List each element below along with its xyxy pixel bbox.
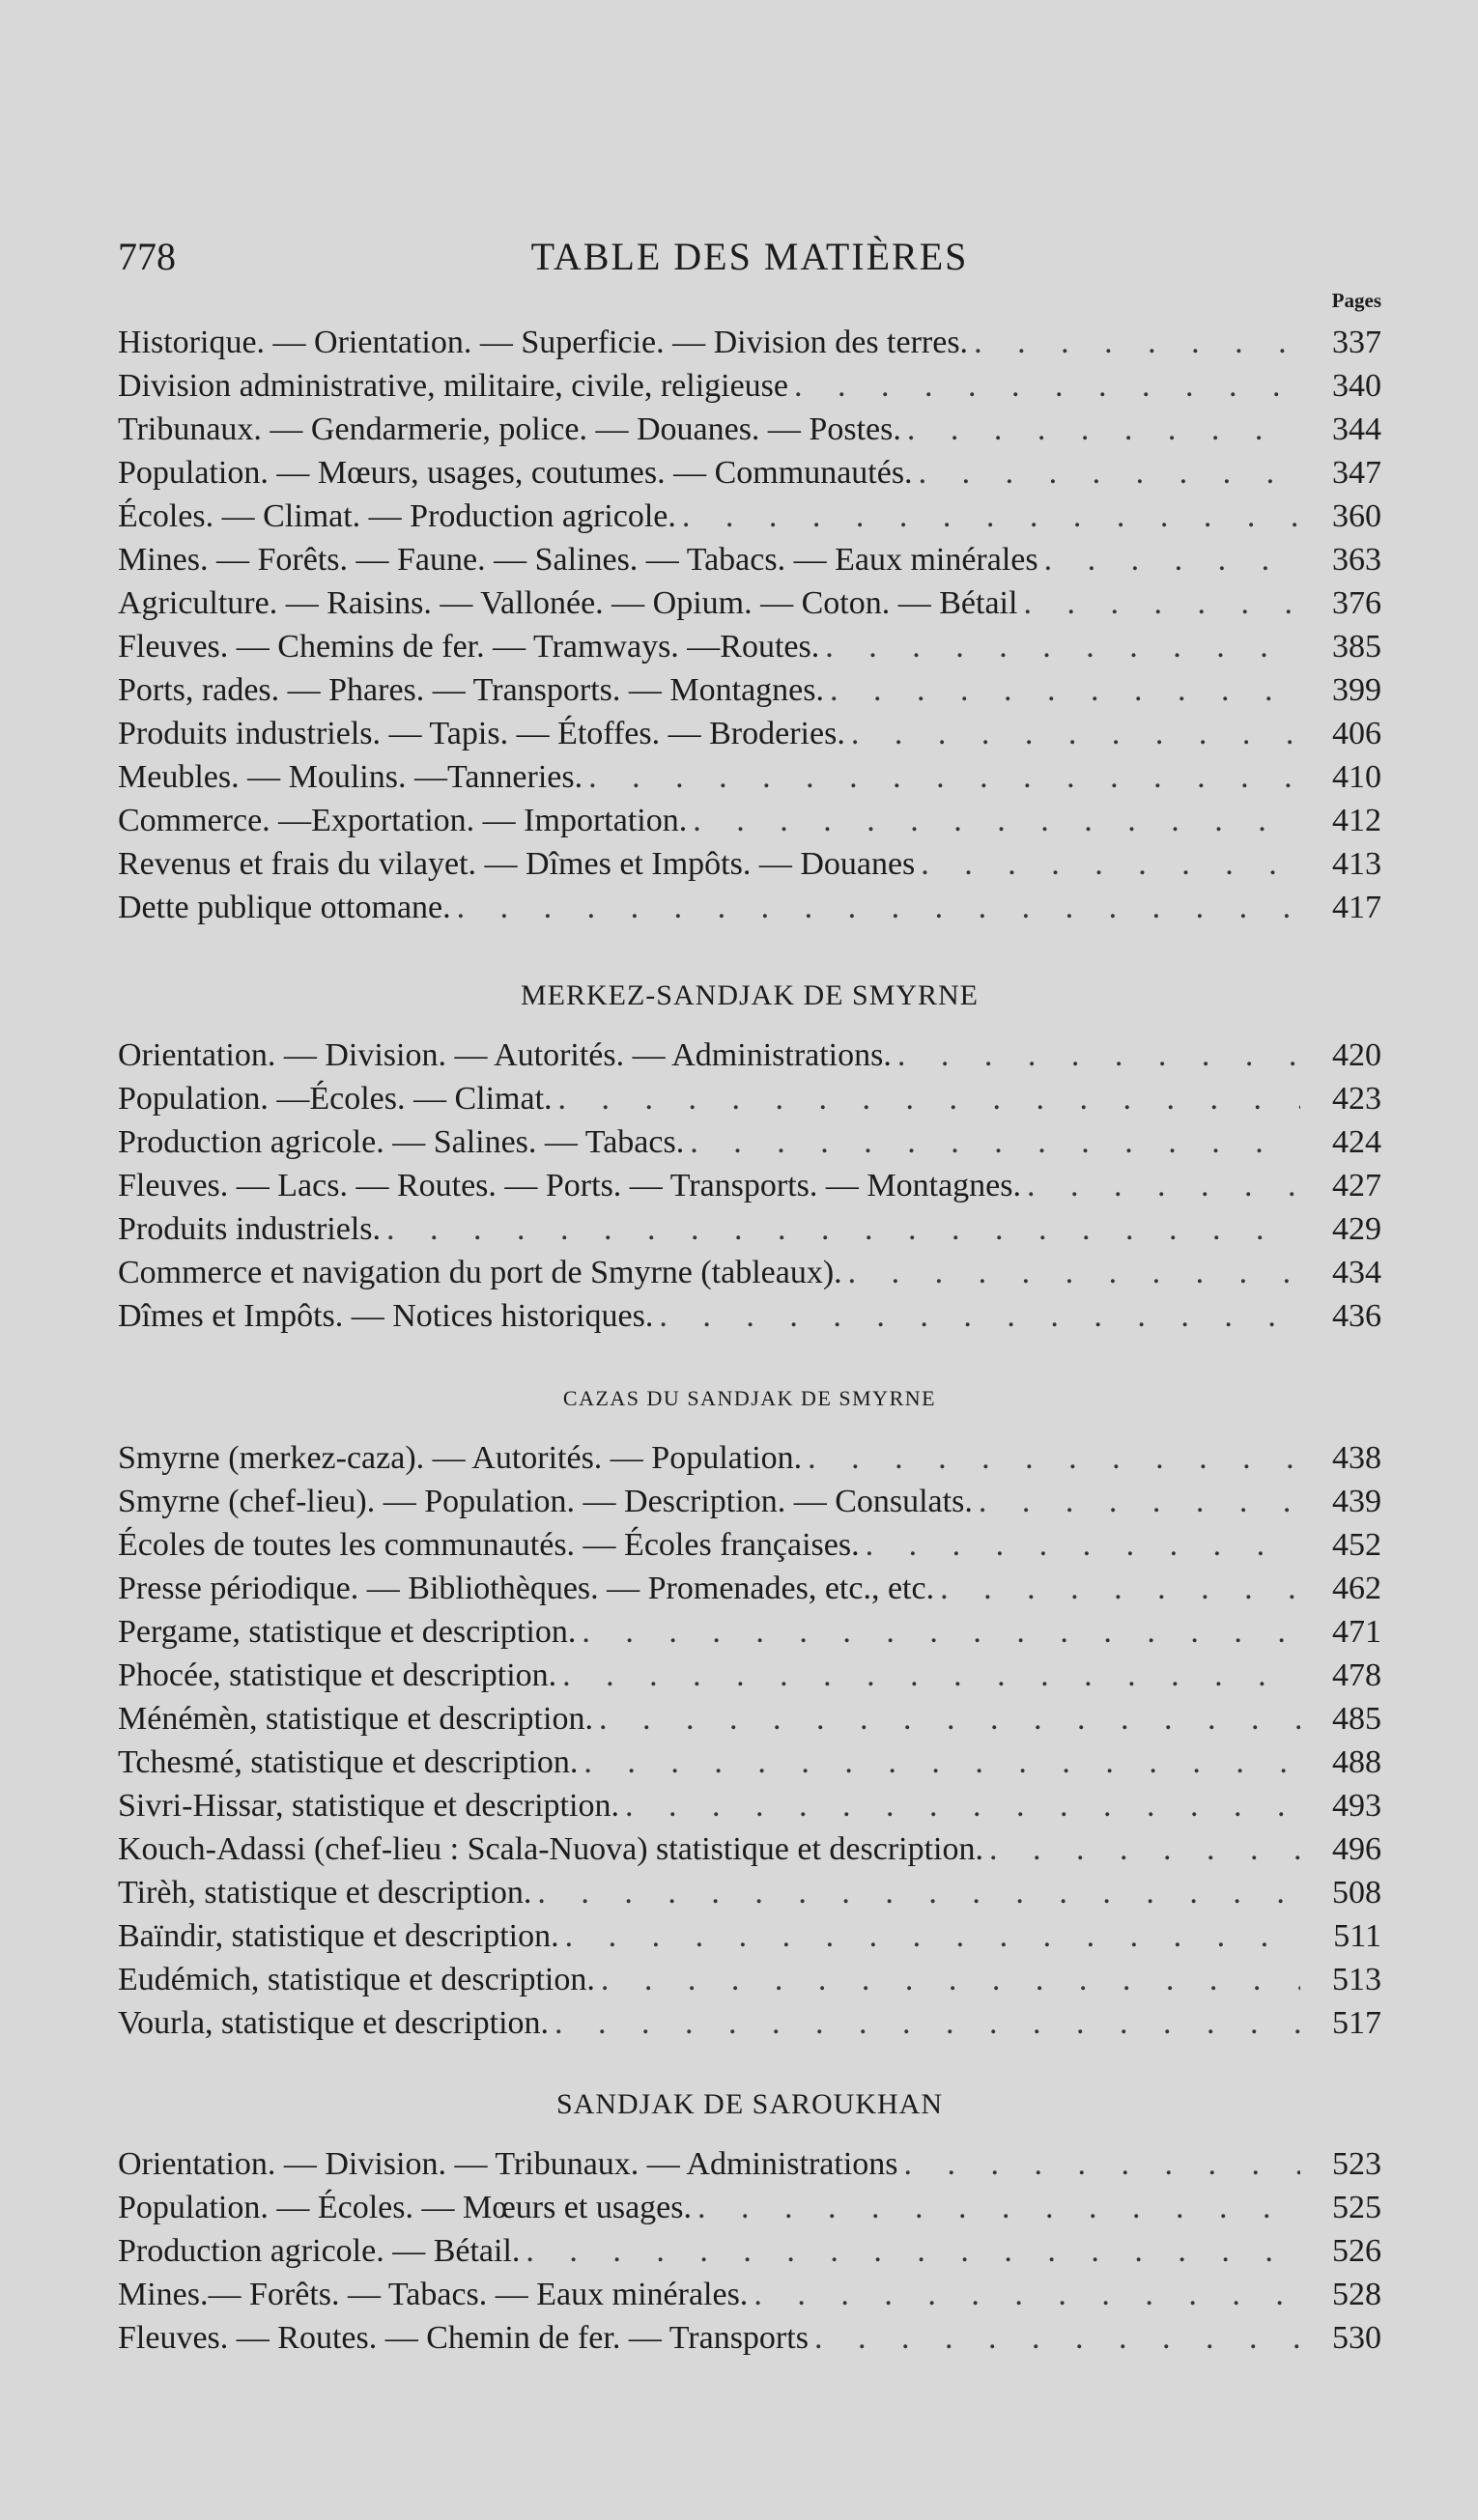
- entry-page-number: 429: [1332, 1211, 1381, 1247]
- entry-page-number: 462: [1332, 1571, 1381, 1606]
- dot-leader: [588, 755, 1300, 799]
- toc-entry: [118, 1033, 1381, 1077]
- dot-leader: [851, 712, 1300, 755]
- entry-title: Ports, rades. — Phares. — Transports. — Montagnes.: [118, 672, 824, 708]
- pages-column-label: Pages: [1331, 289, 1381, 312]
- toc-entry: [118, 2273, 1381, 2316]
- dot-leader: [753, 2273, 1300, 2316]
- toc-entry: [118, 1294, 1381, 1338]
- dot-leader: [565, 1914, 1300, 1958]
- entry-title: Population. — Écoles. — Mœurs et usages.: [118, 2190, 692, 2225]
- entry-page-number: 517: [1332, 2005, 1381, 2041]
- section-heading: MERKEZ-SANDJAK DE SMYRNE: [520, 979, 979, 1011]
- entry-title: Commerce et navigation du port de Smyrne (tableaux).: [118, 1255, 842, 1290]
- running-title: TABLE DES MATIÈRES: [530, 235, 969, 278]
- toc-entry: [118, 408, 1381, 451]
- toc-entry: [118, 1077, 1381, 1120]
- dot-leader: [682, 495, 1300, 538]
- dot-leader: [625, 1784, 1300, 1827]
- toc-entry: [118, 1567, 1381, 1610]
- dot-leader: [537, 1871, 1300, 1914]
- toc-entry: [118, 1523, 1381, 1567]
- toc-entry: [118, 886, 1381, 929]
- dot-leader: [690, 1120, 1300, 1164]
- toc-entry: [118, 1741, 1381, 1784]
- dot-leader: [897, 1033, 1300, 1077]
- dot-leader: [659, 1294, 1300, 1338]
- dot-leader: [940, 1567, 1300, 1610]
- dot-leader: [601, 1958, 1300, 2001]
- page-number: 778: [118, 235, 176, 278]
- entry-page-number: 513: [1332, 1962, 1381, 1997]
- entry-page-number: 511: [1333, 1918, 1381, 1954]
- entry-title: Historique. — Orientation. — Superficie. — Division des terres.: [118, 325, 969, 360]
- toc-section: [118, 1376, 1381, 2045]
- entry-title: Population. — Mœurs, usages, coutumes. — Communautés.: [118, 455, 913, 491]
- entry-page-number: 360: [1332, 498, 1381, 534]
- entry-title: Commerce. —Exportation. — Importation.: [118, 803, 688, 838]
- entry-title: Phocée, statistique et description.: [118, 1657, 557, 1693]
- entry-title: Fleuves. — Routes. — Chemin de fer. — Transports: [118, 2320, 809, 2356]
- dot-leader: [693, 799, 1300, 842]
- entry-page-number: 508: [1332, 1875, 1381, 1911]
- entry-page-number: 385: [1332, 629, 1381, 665]
- toc-entry: [118, 2316, 1381, 2360]
- toc-entry: [118, 364, 1381, 408]
- entry-title: Eudémich, statistique et description.: [118, 1962, 595, 1997]
- dot-leader: [866, 1523, 1300, 1567]
- toc-entry: [118, 538, 1381, 581]
- toc-entry: [118, 1697, 1381, 1741]
- entry-title: Produits industriels.: [118, 1211, 382, 1247]
- entry-page-number: 471: [1332, 1614, 1381, 1650]
- entry-page-number: 340: [1332, 368, 1381, 404]
- toc-entry: [118, 1958, 1381, 2001]
- toc-entry: [118, 625, 1381, 668]
- toc-entry: [118, 1120, 1381, 1164]
- toc-section: [118, 321, 1381, 929]
- toc-entry: [118, 668, 1381, 712]
- dot-leader: [1027, 1164, 1300, 1207]
- toc-entry: [118, 581, 1381, 625]
- toc-entry: [118, 2229, 1381, 2273]
- dot-leader: [457, 886, 1300, 929]
- dot-leader: [697, 2186, 1300, 2229]
- toc-entry: [118, 1914, 1381, 1958]
- toc-entry: [118, 1784, 1381, 1827]
- entry-page-number: 420: [1332, 1037, 1381, 1073]
- entry-page-number: 413: [1332, 846, 1381, 882]
- entry-page-number: 376: [1332, 585, 1381, 621]
- entry-page-number: 493: [1332, 1788, 1381, 1824]
- toc-entry: [118, 1480, 1381, 1523]
- dot-leader: [904, 2142, 1300, 2186]
- entry-page-number: 344: [1332, 411, 1381, 447]
- toc-entry: [118, 1164, 1381, 1207]
- toc-entry: [118, 2186, 1381, 2229]
- dot-leader: [554, 2001, 1300, 2045]
- entry-title: Fleuves. — Chemins de fer. — Tramways. —Routes.: [118, 629, 820, 665]
- entry-page-number: 424: [1332, 1124, 1381, 1160]
- entry-title: Mines.— Forêts. — Tabacs. — Eaux minérales.: [118, 2277, 749, 2312]
- entry-title: Ménémèn, statistique et description.: [118, 1701, 593, 1737]
- entry-page-number: 526: [1332, 2233, 1381, 2269]
- entry-title: Production agricole. — Bétail.: [118, 2233, 521, 2269]
- toc-entry: [118, 712, 1381, 755]
- entry-page-number: 412: [1332, 803, 1381, 838]
- entry-title: Tirèh, statistique et description.: [118, 1875, 532, 1911]
- entry-title: Tribunaux. — Gendarmerie, police. — Douanes. — Postes.: [118, 411, 901, 447]
- dot-leader: [919, 451, 1300, 495]
- entry-title: Division administrative, militaire, civile, religieuse: [118, 368, 788, 404]
- toc-entry: [118, 1610, 1381, 1654]
- section-heading: SANDJAK DE SAROUKHAN: [555, 2088, 944, 2120]
- dot-leader: [583, 1741, 1300, 1784]
- toc-entry: [118, 495, 1381, 538]
- dot-leader: [599, 1697, 1300, 1741]
- dot-leader: [848, 1251, 1300, 1294]
- entry-page-number: 434: [1332, 1255, 1381, 1290]
- entry-title: Presse périodique. — Bibliothèques. — Promenades, etc., etc.: [118, 1571, 935, 1606]
- toc-section: [118, 974, 1381, 1338]
- entry-page-number: 406: [1332, 716, 1381, 751]
- entry-title: Vourla, statistique et description.: [118, 2005, 550, 2041]
- entry-title: Orientation. — Division. — Autorités. — Administrations.: [118, 1037, 892, 1073]
- dot-leader: [1044, 538, 1300, 581]
- dot-leader: [794, 364, 1300, 408]
- entry-title: Écoles de toutes les communautés. — Écoles françaises.: [118, 1527, 860, 1563]
- entry-page-number: 410: [1332, 759, 1381, 795]
- entry-title: Tchesmé, statistique et description.: [118, 1744, 579, 1780]
- toc-entry: [118, 1827, 1381, 1871]
- toc-entry: [118, 755, 1381, 799]
- dot-leader: [921, 842, 1300, 886]
- dot-leader: [562, 1654, 1300, 1697]
- entry-title: Meubles. — Moulins. —Tanneries.: [118, 759, 583, 795]
- entry-page-number: 523: [1332, 2146, 1381, 2182]
- toc-entry: [118, 1436, 1381, 1480]
- entry-page-number: 436: [1332, 1298, 1381, 1334]
- dot-leader: [582, 1610, 1300, 1654]
- toc-entry: [118, 1654, 1381, 1697]
- toc-section: [118, 2082, 1381, 2360]
- entry-page-number: 363: [1332, 542, 1381, 578]
- dot-leader: [1023, 581, 1300, 625]
- toc-entry: [118, 2142, 1381, 2186]
- entry-title: Produits industriels. — Tapis. — Étoffes. — Broderies.: [118, 716, 845, 751]
- entry-page-number: 478: [1332, 1657, 1381, 1693]
- toc-entry: [118, 842, 1381, 886]
- entry-title: Écoles. — Climat. — Production agricole.: [118, 498, 676, 534]
- entry-title: Mines. — Forêts. — Faune. — Salines. — Tabacs. — Eaux minérales: [118, 542, 1038, 578]
- entry-title: Agriculture. — Raisins. — Vallonée. — Opium. — Coton. — Bétail: [118, 585, 1018, 621]
- dot-leader: [825, 625, 1300, 668]
- toc-entry: [118, 2001, 1381, 2045]
- toc-entry: [118, 799, 1381, 842]
- entry-title: Population. —Écoles. — Climat.: [118, 1081, 553, 1117]
- entry-page-number: 427: [1332, 1168, 1381, 1203]
- dot-leader: [979, 1480, 1300, 1523]
- dot-leader: [814, 2316, 1300, 2360]
- entry-title: Smyrne (merkez-caza). — Autorités. — Population.: [118, 1440, 803, 1476]
- dot-leader: [558, 1077, 1300, 1120]
- entry-title: Dîmes et Impôts. — Notices historiques.: [118, 1298, 654, 1334]
- toc-entry: [118, 451, 1381, 495]
- entry-page-number: 528: [1332, 2277, 1381, 2312]
- entry-title: Smyrne (chef-lieu). — Population. — Description. — Consulats.: [118, 1484, 973, 1519]
- entry-title: Orientation. — Division. — Tribunaux. — Administrations: [118, 2146, 898, 2182]
- entry-title: Dette publique ottomane.: [118, 890, 451, 925]
- dot-leader: [974, 321, 1300, 364]
- entry-title: Kouch-Adassi (chef-lieu : Scala-Nuova) statistique et description.: [118, 1831, 984, 1867]
- dot-leader: [989, 1827, 1300, 1871]
- dot-leader: [526, 2229, 1300, 2273]
- entry-page-number: 399: [1332, 672, 1381, 708]
- entry-page-number: 347: [1332, 455, 1381, 491]
- entry-page-number: 525: [1332, 2190, 1381, 2225]
- entry-page-number: 488: [1332, 1744, 1381, 1780]
- entry-title: Baïndir, statistique et description.: [118, 1918, 559, 1954]
- toc-entry: [118, 1207, 1381, 1251]
- entry-page-number: 423: [1332, 1081, 1381, 1117]
- entry-page-number: 337: [1332, 325, 1381, 360]
- entry-page-number: 496: [1332, 1831, 1381, 1867]
- dot-leader: [830, 668, 1300, 712]
- dot-leader: [808, 1436, 1300, 1480]
- running-header: [118, 228, 1381, 286]
- entry-page-number: 530: [1332, 2320, 1381, 2356]
- entry-title: Pergame, statistique et description.: [118, 1614, 577, 1650]
- section-heading: CAZAS DU SANDJAK DE SMYRNE: [562, 1386, 937, 1410]
- entry-page-number: 439: [1332, 1484, 1381, 1519]
- dot-leader: [907, 408, 1300, 451]
- entry-title: Sivri-Hissar, statistique et description.: [118, 1788, 619, 1824]
- entry-page-number: 438: [1332, 1440, 1381, 1476]
- toc-entry: [118, 1251, 1381, 1294]
- entry-page-number: 417: [1332, 890, 1381, 925]
- toc-entry: [118, 321, 1381, 364]
- entry-title: Production agricole. — Salines. — Tabacs.: [118, 1124, 685, 1160]
- entry-title: Revenus et frais du vilayet. — Dîmes et Impôts. — Douanes: [118, 846, 916, 882]
- entry-page-number: 452: [1332, 1527, 1381, 1563]
- entry-page-number: 485: [1332, 1701, 1381, 1737]
- toc-entry: [118, 1871, 1381, 1914]
- dot-leader: [386, 1207, 1300, 1251]
- entry-title: Fleuves. — Lacs. — Routes. — Ports. — Transports. — Montagnes.: [118, 1168, 1021, 1203]
